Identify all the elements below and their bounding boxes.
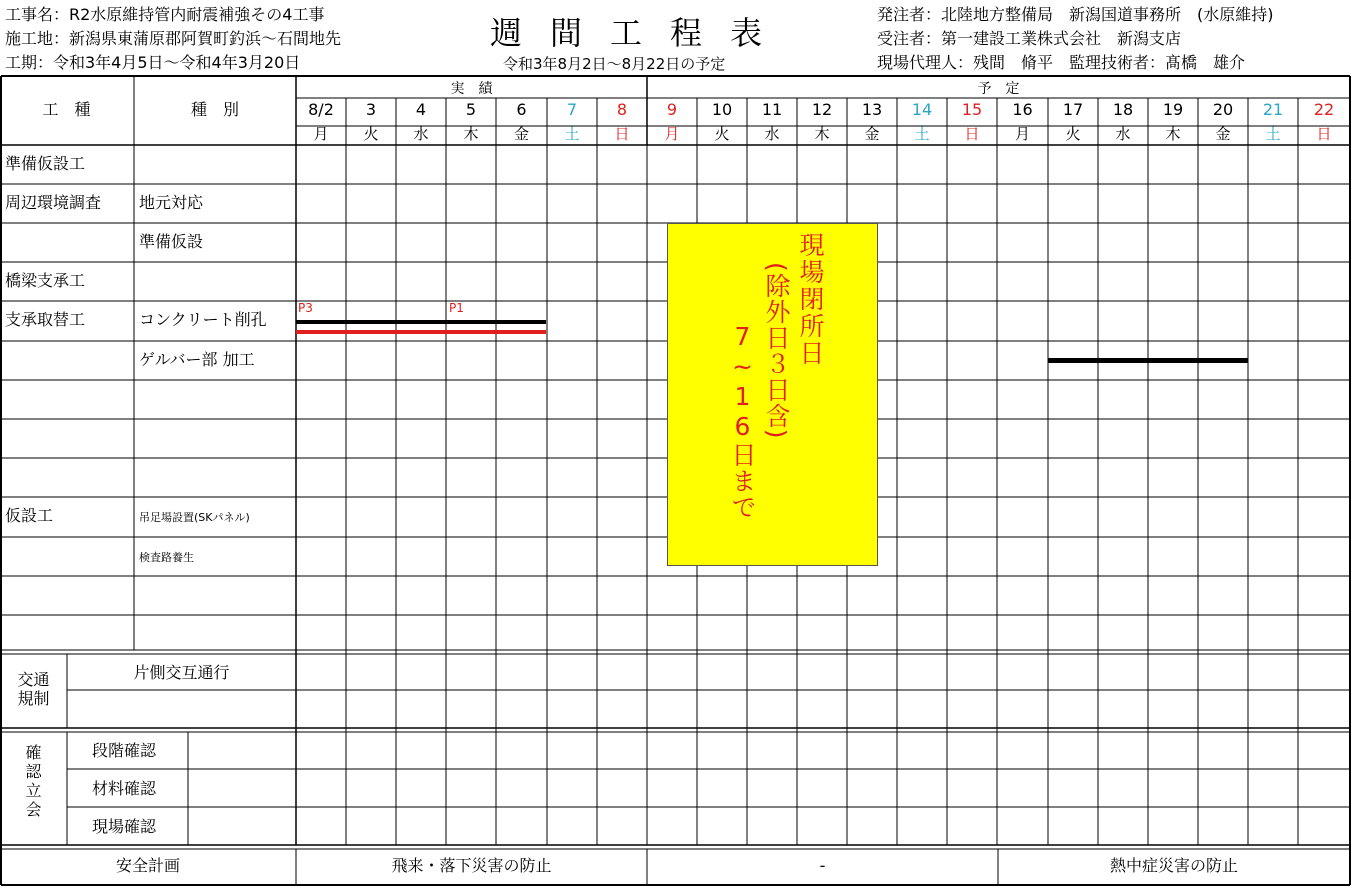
weekday-18: 金 [1215, 125, 1231, 143]
weekday-5: 土 [564, 125, 580, 143]
site-agent-info: 現場代理人：残間 脩平 監理技術者：髙橋 雄介 [877, 53, 1246, 72]
plan-bar-concrete [296, 330, 546, 334]
plan-heading: 予 定 [977, 81, 1020, 97]
row-kousyu: 仮設工 [5, 506, 54, 525]
weekday-2: 水 [413, 125, 429, 143]
site-closure-note [667, 223, 878, 566]
date-11: 13 [861, 100, 883, 119]
construction-site: 施工地：新潟県東蒲原郡阿賀町釣浜～石間地先 [5, 29, 342, 48]
row-kousyu: 橋梁支承工 [5, 271, 86, 290]
weekday-20: 日 [1316, 125, 1332, 143]
date-17: 19 [1162, 100, 1184, 119]
traffic-item: 片側交互通行 [133, 663, 230, 682]
weekday-14: 月 [1014, 125, 1030, 143]
page-subtitle: 令和3年8月2日～8月22日の予定 [503, 55, 726, 73]
weekday-6: 日 [614, 125, 630, 143]
date-5: 7 [566, 100, 578, 119]
col-syubetsu-heading: 種 別 [190, 100, 239, 119]
weekday-7: 月 [664, 125, 680, 143]
date-8: 10 [711, 100, 733, 119]
weekday-19: 土 [1265, 125, 1281, 143]
date-9: 11 [761, 100, 783, 119]
construction-period: 工期：令和3年4月5日～令和4年3月20日 [5, 53, 301, 72]
weekday-3: 木 [463, 125, 479, 143]
col-kousyu-heading: 工 種 [42, 100, 91, 119]
note-line-2: (除外日３日含) [762, 262, 791, 440]
date-0: 8/2 [308, 100, 334, 119]
weekday-17: 木 [1165, 125, 1181, 143]
actual-bar-concrete [296, 320, 546, 324]
marker-p1: P1 [449, 301, 464, 315]
row-syubetsu: コンクリート削孔 [139, 310, 267, 329]
weekday-16: 水 [1115, 125, 1131, 143]
date-16: 18 [1112, 100, 1134, 119]
row-syubetsu: ゲルバー部 加工 [139, 350, 255, 369]
page-title: 週間工程表 [490, 14, 791, 52]
safety-item-1: 飛来・落下災害の防止 [391, 856, 552, 875]
contractor-info: 受注者：第一建設工業株式会社 新潟支店 [877, 29, 1182, 48]
client-info: 発注者：北陸地方整備局 新潟国道事務所 (水原維持) [877, 5, 1274, 24]
row-syubetsu: 吊足場設置(SKパネル) [139, 511, 250, 524]
traffic-label: 交通 規制 [17, 670, 50, 708]
weekday-8: 火 [714, 125, 730, 143]
date-10: 12 [811, 100, 833, 119]
date-3: 5 [465, 100, 477, 119]
date-1: 3 [365, 100, 377, 119]
date-15: 17 [1062, 100, 1084, 119]
safety-label: 安全計画 [115, 856, 180, 875]
date-20: 22 [1313, 100, 1335, 119]
date-6: 8 [616, 100, 628, 119]
date-14: 16 [1012, 100, 1033, 119]
date-19: 21 [1262, 100, 1284, 119]
row-kousyu: 準備仮設工 [5, 154, 86, 173]
weekday-12: 土 [914, 125, 930, 143]
date-2: 4 [415, 100, 427, 119]
confirm-label: 確 認 立 会 [25, 743, 42, 819]
date-18: 20 [1212, 100, 1234, 119]
date-4: 6 [516, 100, 527, 119]
date-7: 9 [666, 100, 678, 119]
date-12: 14 [911, 100, 933, 119]
weekday-13: 日 [964, 125, 980, 143]
weekday-11: 金 [864, 125, 880, 143]
row-syubetsu: 検査路養生 [139, 551, 194, 564]
row-kousyu: 周辺環境調査 [5, 193, 102, 212]
row-syubetsu: 準備仮設 [139, 232, 204, 251]
date-13: 15 [961, 100, 983, 119]
project-name: 工事名：R2水原維持管内耐震補強その4工事 [5, 5, 325, 24]
weekday-15: 火 [1065, 125, 1081, 143]
weekday-0: 月 [313, 125, 329, 143]
row-kousyu: 支承取替工 [5, 310, 86, 329]
note-line-3: 7~16日まで [728, 322, 757, 520]
weekday-9: 水 [764, 125, 780, 143]
confirm-item-site: 現場確認 [92, 817, 157, 836]
row-syubetsu: 地元対応 [139, 193, 204, 212]
confirm-item-stage: 段階確認 [92, 741, 157, 760]
note-line-1: 現場閉所日 [796, 232, 825, 367]
weekday-10: 木 [814, 125, 830, 143]
safety-item-3: 熱中症災害の防止 [1109, 856, 1238, 875]
plan-bar-gerber [1048, 358, 1248, 363]
weekday-1: 火 [363, 125, 379, 143]
actual-heading: 実 績 [450, 81, 493, 97]
weekday-4: 金 [513, 125, 529, 143]
marker-p3: P3 [298, 301, 313, 315]
confirm-item-material: 材料確認 [92, 779, 157, 798]
safety-item-2: - [819, 856, 826, 875]
